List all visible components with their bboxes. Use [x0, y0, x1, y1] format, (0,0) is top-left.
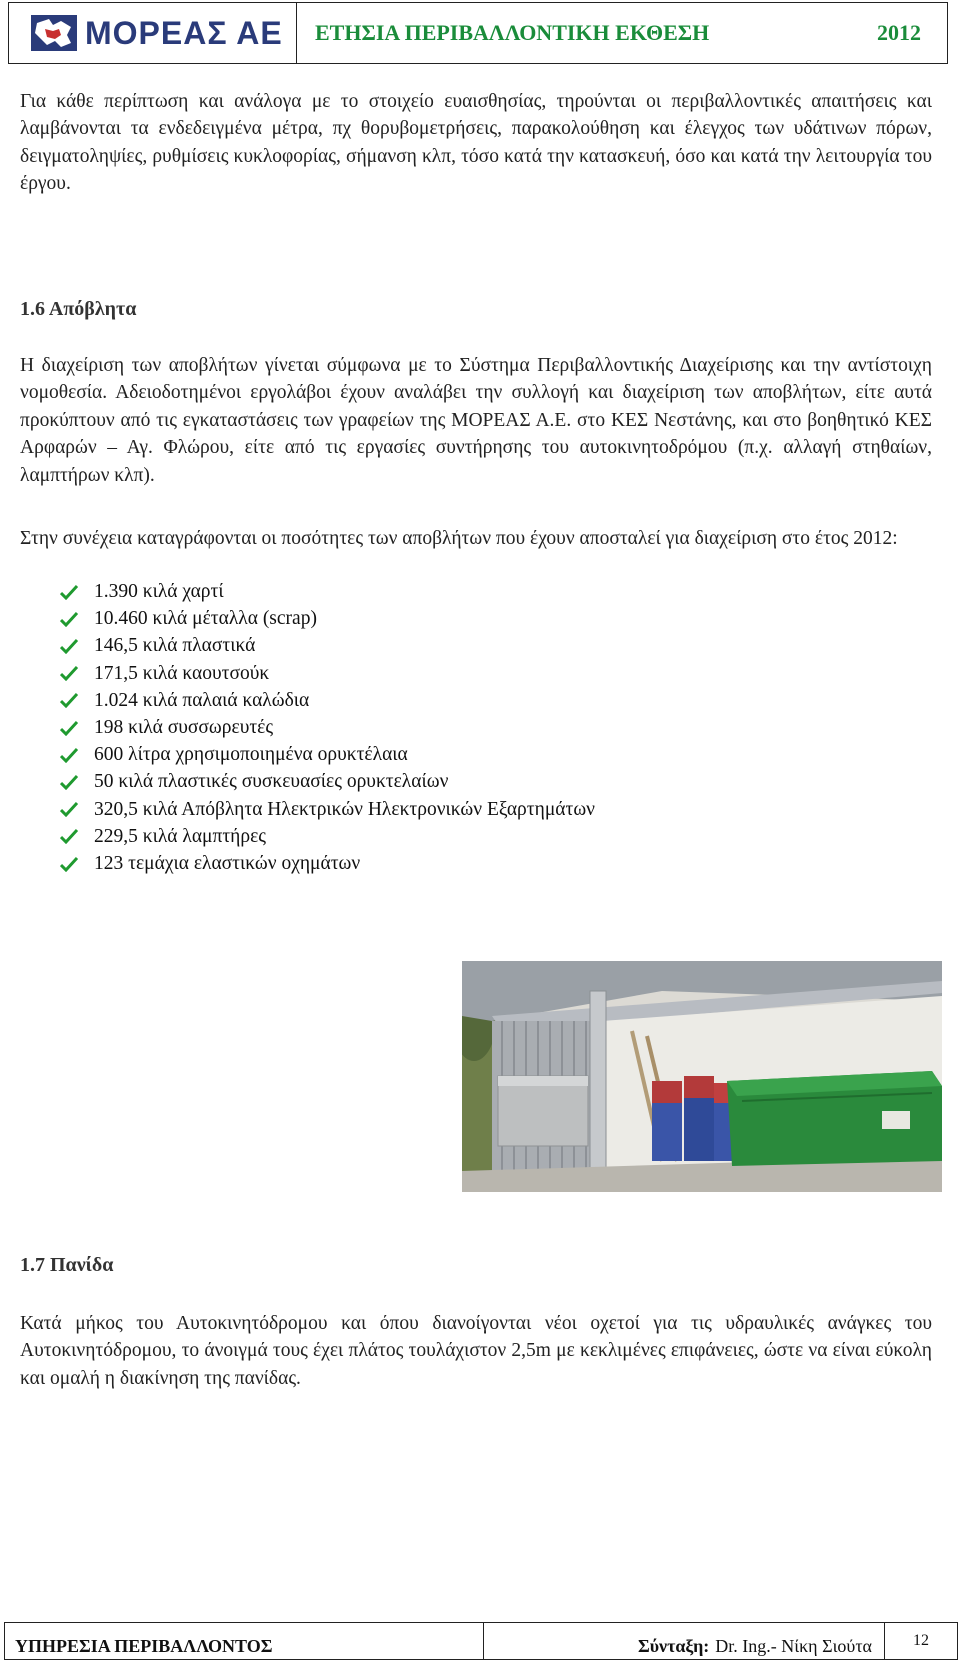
footer-author	[484, 1623, 885, 1659]
list-item: 171,5 κιλά καουτσούκ	[60, 660, 595, 687]
list-item: 50 κιλά πλαστικές συσκευασίες ορυκτελαίων	[60, 768, 595, 795]
checkmark-icon	[60, 801, 78, 817]
list-item: 123 τεμάχια ελαστικών οχημάτων	[60, 850, 595, 877]
list-item: 320,5 κιλά Απόβλητα Ηλεκτρικών Ηλεκτρονικών Εξαρτημάτων	[60, 796, 595, 823]
footer-department: ΥΠΗΡΕΣΙΑ ΠΕΡΙΒΑΛΛΟΝΤΟΣ	[5, 1623, 484, 1659]
logo-text: ΜΟΡΕΑΣ ΑΕ	[85, 14, 283, 51]
report-year: 2012	[877, 20, 921, 45]
checkmark-icon	[60, 747, 78, 763]
checkmark-icon	[60, 720, 78, 736]
page-header	[8, 2, 948, 64]
list-item: 198 κιλά συσσωρευτές	[60, 714, 595, 741]
report-title: ΕΤΗΣΙΑ ΠΕΡΙΒΑΛΛΟΝΤΙΚΗ ΕΚΘΕΣΗ	[315, 20, 710, 45]
company-logo	[9, 3, 297, 63]
intro-paragraph: Για κάθε περίπτωση και ανάλογα με το στοιχείο ευαισθησίας, τηρούνται οι περιβαλλοντικές απαιτήσεις και λαμβάνονται τα ενδεδειγμένα μέτρα, πχ θορυβομετρήσεις, παρακολούθηση και έλεγχος των υδάτινων πόρων, δειγματοληψίες, ρυθμίσεις κυκλοφορίας, σήμανση κλπ, τόσο κατά την κατασκευή, όσο και κατά την λειτουργία του έργου.	[20, 91, 932, 195]
list-item: 600 λίτρα χρησιμοποιημένα ορυκτέλαια	[60, 741, 595, 768]
checkmark-icon	[60, 774, 78, 790]
list-item: 1.390 κιλά χαρτί	[60, 578, 595, 605]
section-heading-waste: 1.6 Απόβλητα	[20, 298, 137, 320]
checkmark-icon	[60, 856, 78, 872]
checkmark-icon	[60, 692, 78, 708]
fauna-paragraph: Κατά μήκος του Αυτοκινητόδρομου και όπου διανοίγονται νέοι οχετοί για τις υδραυλικές ανάγκες του Αυτοκινητόδρομου, το άνοιγμά τους έχει πλάτος τουλάχιστον 2,5m με κεκλιμένες επιφάνειες, ώστε να είναι εύκολη και ομαλή η διακίνηση της πανίδας.	[20, 1313, 932, 1389]
logo-map-icon	[31, 15, 77, 51]
checkmark-icon	[60, 638, 78, 654]
page-number: 12	[913, 1632, 929, 1649]
waste-storage-photo	[462, 961, 942, 1192]
list-item: 146,5 κιλά πλαστικά	[60, 632, 595, 659]
waste-intro-paragraph: Στην συνέχεια καταγράφονται οι ποσότητες των αποβλήτων που έχουν αποσταλεί για διαχείριση στο έτος 2012:	[20, 528, 898, 549]
list-item: 10.460 κιλά μέταλλα (scrap)	[60, 605, 595, 632]
list-item: 1.024 κιλά παλαιά καλώδια	[60, 687, 595, 714]
checkmark-icon	[60, 611, 78, 627]
footer-author-name: Dr. Ing.- Νίκη Σιούτα	[715, 1636, 872, 1656]
checkmark-icon	[60, 584, 78, 600]
waste-quantities-list	[60, 578, 595, 877]
footer-author-label: Σύνταξη:	[637, 1636, 710, 1656]
checkmark-icon	[60, 665, 78, 681]
waste-paragraph: Η διαχείριση των αποβλήτων γίνεται σύμφωνα με το Σύστημα Περιβαλλοντικής Διαχείρισης και την αντίστοιχη νομοθεσία. Αδειοδοτημένοι εργολάβοι έχουν αναλάβει την συλλογή και διαχείριση των αποβλήτων, είτε αυτά προκύπτουν από τις εγκαταστάσεις των γραφείων της ΜΟΡΕΑΣ Α.Ε. στο ΚΕΣ Νεστάνης, και στο βοηθητικό ΚΕΣ Αρφαρών – Αγ. Φλώρου, είτε από τις εργασίες συντήρησης του αυτοκινητοδρόμου (π.χ. αλλαγή στηθαίων, λαμπτήρων κλπ).	[20, 355, 932, 486]
page-footer	[4, 1622, 958, 1660]
list-item: 229,5 κιλά λαμπτήρες	[60, 823, 595, 850]
checkmark-icon	[60, 828, 78, 844]
section-heading-fauna: 1.7 Πανίδα	[20, 1254, 114, 1276]
